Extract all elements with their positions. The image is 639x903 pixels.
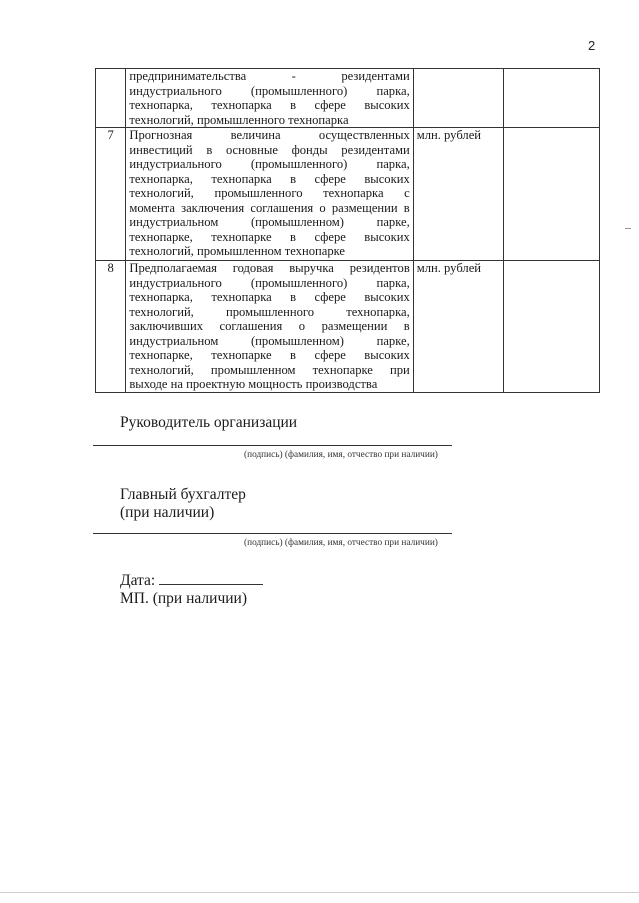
head-signature-caption: (подпись) (фамилия, имя, отчество при наличии) (244, 450, 438, 460)
description-line: технологий, промышленном технопарке (129, 244, 346, 258)
description-line: Прогнозная величина осуществленных (129, 128, 410, 142)
date-field (120, 570, 263, 590)
value-cell[interactable] (503, 69, 599, 128)
indicator-description (126, 261, 413, 393)
description-line: индустриального (промышленного) парка, (129, 157, 410, 171)
page-bottom-edge (0, 892, 639, 893)
head-signature-line (93, 445, 452, 446)
description-line: технопарке, технопарке в сфере высоких (129, 229, 410, 244)
scan-mark (625, 228, 631, 229)
description-line: Предполагаемая годовая выручка резидентов (129, 261, 410, 275)
description-line: предпринимательства - резидентами (129, 69, 410, 83)
page-number: 2 (588, 38, 596, 53)
description-line: технопарке, технопарке в сфере высоких (129, 348, 410, 362)
description-line: инвестиций в основные фонды резидентами (129, 142, 410, 157)
description-line: технологий, промышленного технопарка (129, 112, 349, 127)
unit-of-measure (413, 69, 503, 128)
description-line: индустриальном (промышленном) парке, (129, 215, 410, 229)
description-line: момента заключения соглашения о размещении в (129, 200, 410, 215)
unit-of-measure: млн. рублей (413, 128, 503, 261)
description-line: технологий, промышленного технопарка, (129, 304, 410, 319)
table-row (96, 69, 600, 128)
description-line: индустриального (промышленного) парка, (129, 275, 410, 290)
table-row (96, 261, 600, 393)
description-line: технологий, промышленного технопарка с (129, 186, 410, 200)
indicator-description (126, 69, 413, 128)
description-line: технопарка, технопарка в сфере высоких (129, 98, 410, 112)
description-line: индустриальном (промышленном) парке, (129, 333, 410, 348)
unit-of-measure: млн. рублей (413, 261, 503, 393)
description-line: заключивших соглашения о размещении в (129, 319, 410, 333)
head-title: Руководитель организации (120, 414, 298, 431)
value-cell[interactable] (503, 261, 599, 393)
accountant-title-note: (при наличии) (120, 504, 215, 521)
row-number: 7 (96, 128, 126, 261)
row-number (96, 69, 126, 128)
description-line: выходе на проектную мощность производства (129, 377, 378, 391)
indicator-description (126, 128, 413, 261)
description-line: технологий, промышленном технопарке при (129, 362, 410, 377)
accountant-signature-line (93, 533, 452, 534)
row-number: 8 (96, 261, 126, 393)
description-line: технопарка, технопарка в сфере высоких (129, 171, 410, 186)
description-line: технопарка, технопарка в сфере высоких (129, 290, 410, 304)
accountant-signature-caption: (подпись) (фамилия, имя, отчество при наличии) (244, 538, 438, 548)
date-blank-line (159, 570, 263, 585)
description-line: индустриального (промышленного) парка, (129, 83, 410, 98)
accountant-title: Главный бухгалтер (120, 486, 246, 503)
table-row (96, 128, 600, 261)
stamp-label: МП. (при наличии) (120, 590, 247, 607)
date-label: Дата: (120, 572, 156, 589)
indicators-table (95, 68, 600, 393)
value-cell[interactable] (503, 128, 599, 261)
